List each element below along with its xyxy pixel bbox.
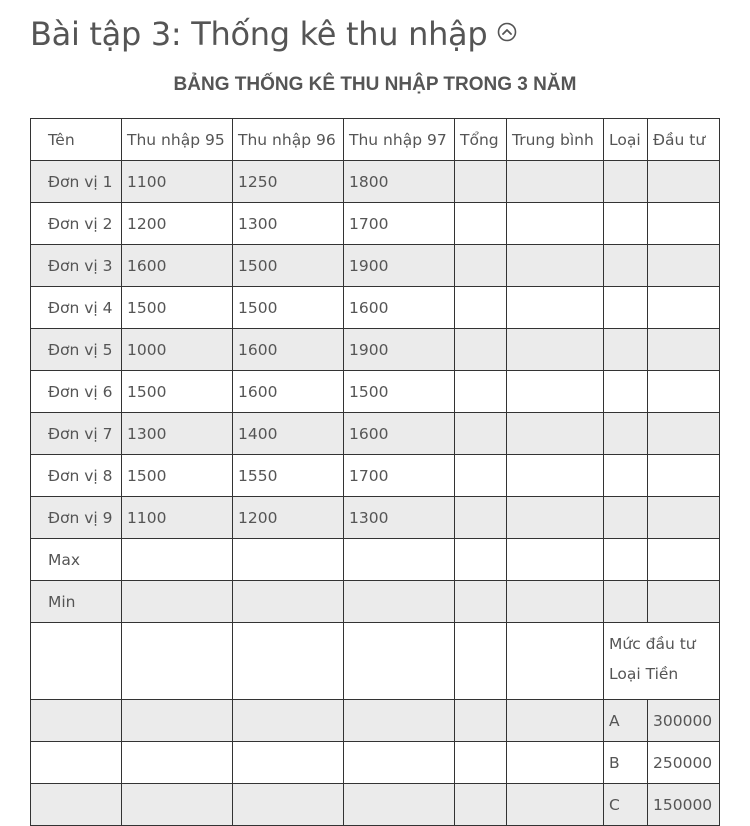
investment-title-line2: Loại Tiền <box>609 665 679 683</box>
empty-cell <box>31 700 122 742</box>
empty-cell <box>344 784 455 826</box>
cell-investment <box>648 371 720 413</box>
cell-total <box>455 539 507 581</box>
table-header-row <box>31 119 720 161</box>
cell-total <box>455 455 507 497</box>
cell-income-96: 1250 <box>233 161 344 203</box>
cell-type <box>604 287 648 329</box>
cell-total <box>455 371 507 413</box>
header-row <box>31 119 720 161</box>
cell-income-96: 1300 <box>233 203 344 245</box>
cell-income-97 <box>344 539 455 581</box>
cell-average <box>507 497 604 539</box>
cell-income-96: 1500 <box>233 287 344 329</box>
table-title: BẢNG THỐNG KÊ THU NHẬP TRONG 3 NĂM <box>173 74 577 95</box>
cell-average <box>507 539 604 581</box>
cell-type <box>604 203 648 245</box>
empty-cell <box>122 623 233 700</box>
investment-row <box>31 742 720 784</box>
cell-type <box>604 455 648 497</box>
cell-income-97: 1900 <box>344 329 455 371</box>
investment-title-row <box>31 623 720 700</box>
cell-average <box>507 329 604 371</box>
table-body <box>31 161 720 826</box>
empty-cell <box>507 623 604 700</box>
investment-type: A <box>604 700 648 742</box>
empty-cell <box>344 742 455 784</box>
cell-income-96 <box>233 581 344 623</box>
table-row <box>31 455 720 497</box>
cell-total <box>455 161 507 203</box>
cell-income-96: 1200 <box>233 497 344 539</box>
cell-income-97: 1800 <box>344 161 455 203</box>
page-heading-text: Bài tập 3: Thống kê thu nhập <box>30 15 488 53</box>
empty-cell <box>233 742 344 784</box>
header-income-95: Thu nhập 95 <box>122 119 233 161</box>
cell-income-95: 1200 <box>122 203 233 245</box>
cell-investment <box>648 413 720 455</box>
cell-type <box>604 245 648 287</box>
cell-investment <box>648 497 720 539</box>
cell-total <box>455 329 507 371</box>
investment-level-header <box>604 623 720 700</box>
cell-income-97: 1700 <box>344 203 455 245</box>
cell-income-95: 1500 <box>122 287 233 329</box>
chevron-up-circle-icon[interactable] <box>497 22 517 42</box>
cell-income-97: 1500 <box>344 371 455 413</box>
cell-income-95: 1500 <box>122 371 233 413</box>
cell-income-97: 1600 <box>344 287 455 329</box>
cell-total <box>455 287 507 329</box>
cell-average <box>507 413 604 455</box>
header-name: Tên <box>31 119 122 161</box>
cell-investment <box>648 455 720 497</box>
cell-investment <box>648 203 720 245</box>
cell-income-95: 1000 <box>122 329 233 371</box>
empty-cell <box>122 784 233 826</box>
empty-cell <box>507 700 604 742</box>
table-row <box>31 413 720 455</box>
cell-type <box>604 161 648 203</box>
empty-cell <box>344 700 455 742</box>
cell-name: Đơn vị 2 <box>31 203 122 245</box>
empty-cell <box>455 700 507 742</box>
empty-cell <box>122 742 233 784</box>
cell-income-97: 1600 <box>344 413 455 455</box>
cell-total <box>455 413 507 455</box>
cell-income-96 <box>233 539 344 581</box>
investment-type: B <box>604 742 648 784</box>
cell-investment <box>648 245 720 287</box>
empty-cell <box>233 784 344 826</box>
cell-total <box>455 581 507 623</box>
cell-name: Đơn vị 8 <box>31 455 122 497</box>
header-income-96: Thu nhập 96 <box>233 119 344 161</box>
cell-income-95: 1500 <box>122 455 233 497</box>
investment-title-line1: Mức đầu tư <box>609 635 696 653</box>
cell-average <box>507 161 604 203</box>
table-row <box>31 497 720 539</box>
header-investment: Đầu tư <box>648 119 720 161</box>
cell-investment <box>648 581 720 623</box>
investment-row <box>31 700 720 742</box>
cell-income-97: 1300 <box>344 497 455 539</box>
cell-average <box>507 371 604 413</box>
cell-income-96: 1500 <box>233 245 344 287</box>
cell-total <box>455 245 507 287</box>
investment-amount: 150000 <box>648 784 720 826</box>
empty-cell <box>507 742 604 784</box>
header-total: Tổng <box>455 119 507 161</box>
cell-name: Đơn vị 1 <box>31 161 122 203</box>
income-stats-table <box>30 118 720 826</box>
table-row <box>31 287 720 329</box>
empty-cell <box>31 623 122 700</box>
cell-income-97 <box>344 581 455 623</box>
cell-name: Min <box>31 581 122 623</box>
page-heading <box>30 10 517 58</box>
header-income-97: Thu nhập 97 <box>344 119 455 161</box>
header-average: Trung bình <box>507 119 604 161</box>
cell-income-96: 1600 <box>233 371 344 413</box>
table-row <box>31 245 720 287</box>
cell-type <box>604 539 648 581</box>
header-type: Loại <box>604 119 648 161</box>
cell-type <box>604 413 648 455</box>
cell-name: Đơn vị 5 <box>31 329 122 371</box>
cell-name: Max <box>31 539 122 581</box>
empty-cell <box>455 784 507 826</box>
cell-income-95: 1100 <box>122 497 233 539</box>
cell-type <box>604 497 648 539</box>
cell-name: Đơn vị 9 <box>31 497 122 539</box>
empty-cell <box>455 623 507 700</box>
cell-income-95 <box>122 539 233 581</box>
cell-income-95: 1600 <box>122 245 233 287</box>
cell-income-95: 1100 <box>122 161 233 203</box>
cell-income-96: 1550 <box>233 455 344 497</box>
empty-cell <box>455 742 507 784</box>
cell-average <box>507 455 604 497</box>
empty-cell <box>233 623 344 700</box>
cell-income-97: 1900 <box>344 245 455 287</box>
cell-name: Đơn vị 4 <box>31 287 122 329</box>
table-row <box>31 203 720 245</box>
empty-cell <box>344 623 455 700</box>
cell-income-96: 1600 <box>233 329 344 371</box>
investment-row <box>31 784 720 826</box>
cell-investment <box>648 539 720 581</box>
cell-average <box>507 287 604 329</box>
cell-income-95: 1300 <box>122 413 233 455</box>
cell-type <box>604 329 648 371</box>
cell-average <box>507 581 604 623</box>
cell-total <box>455 497 507 539</box>
table-row <box>31 329 720 371</box>
cell-name: Đơn vị 6 <box>31 371 122 413</box>
cell-income-97: 1700 <box>344 455 455 497</box>
cell-investment <box>648 287 720 329</box>
empty-cell <box>31 784 122 826</box>
cell-investment <box>648 329 720 371</box>
empty-cell <box>122 700 233 742</box>
table-row <box>31 539 720 581</box>
cell-name: Đơn vị 3 <box>31 245 122 287</box>
table-row <box>31 581 720 623</box>
investment-amount: 250000 <box>648 742 720 784</box>
cell-type <box>604 371 648 413</box>
cell-investment <box>648 161 720 203</box>
cell-total <box>455 203 507 245</box>
cell-name: Đơn vị 7 <box>31 413 122 455</box>
empty-cell <box>31 742 122 784</box>
cell-average <box>507 203 604 245</box>
cell-average <box>507 245 604 287</box>
cell-income-95 <box>122 581 233 623</box>
empty-cell <box>507 784 604 826</box>
table-row <box>31 161 720 203</box>
table-row <box>31 371 720 413</box>
investment-type: C <box>604 784 648 826</box>
cell-income-96: 1400 <box>233 413 344 455</box>
investment-amount: 300000 <box>648 700 720 742</box>
cell-type <box>604 581 648 623</box>
empty-cell <box>233 700 344 742</box>
